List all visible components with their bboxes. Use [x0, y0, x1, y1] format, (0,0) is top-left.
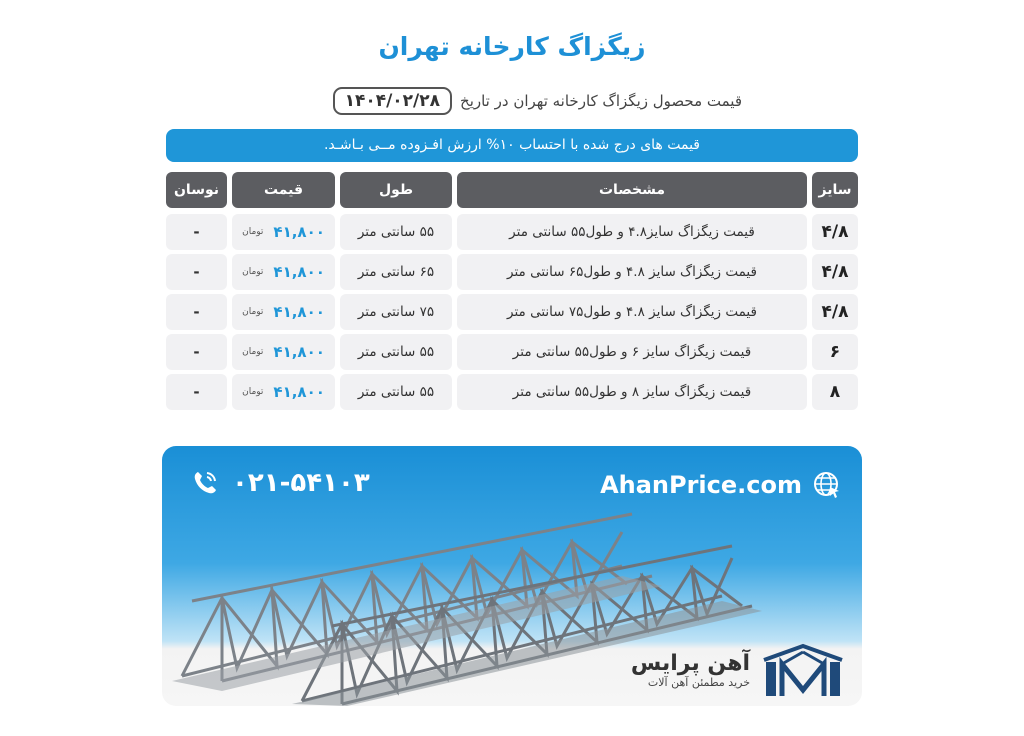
- header-price: قیمت: [232, 172, 335, 208]
- price-unit: تومان: [242, 387, 264, 397]
- price-unit: تومان: [242, 227, 264, 237]
- header-spec: مشخصات: [457, 172, 807, 208]
- length-value: ۵۵ سانتی متر: [357, 344, 435, 360]
- fluctuation-value: -: [193, 223, 200, 241]
- row-price: [232, 294, 335, 330]
- logo-name: آهن پرایس: [630, 651, 750, 676]
- row-spec: [457, 254, 807, 290]
- row-fluctuation: [166, 334, 227, 370]
- size-value: ۴/۸: [821, 262, 849, 282]
- row-spec: [457, 334, 807, 370]
- date-badge: ۱۴۰۴/۰۲/۲۸: [333, 87, 452, 115]
- promo-banner: [162, 446, 862, 706]
- spec-value: قیمت زیگزاگ سایز ۸ و طول۵۵ سانتی متر: [512, 384, 752, 400]
- size-value: ۶: [829, 342, 841, 362]
- fluctuation-value: -: [193, 303, 200, 321]
- fluctuation-value: -: [193, 383, 200, 401]
- row-length: [340, 254, 452, 290]
- length-value: ۵۵ سانتی متر: [357, 384, 435, 400]
- logo-icon: [760, 642, 846, 698]
- logo-tagline: خرید مطمئن آهن آلات: [647, 676, 750, 689]
- header-size: سایز: [812, 172, 858, 208]
- fluctuation-value: -: [193, 263, 200, 281]
- row-size: [812, 294, 858, 330]
- website-link[interactable]: [600, 470, 842, 500]
- spec-value: قیمت زیگزاگ سایز ۴.۸ و طول۷۵ سانتی متر: [507, 304, 757, 320]
- price-value: ۴۱,۸۰۰: [273, 263, 325, 281]
- vat-note: قیمت های درج شده با احتساب ۱۰% ارزش افـزوده مــی بـاشـد.: [166, 129, 858, 162]
- subtitle: قیمت محصول زیگزاگ کارخانه تهران در تاریخ: [460, 92, 742, 110]
- spec-value: قیمت زیگزاگ سایز۴.۸ و طول۵۵ سانتی متر: [509, 224, 755, 240]
- phone-icon: [190, 468, 220, 498]
- row-length: [340, 334, 452, 370]
- globe-icon: [812, 470, 842, 500]
- row-spec: [457, 214, 807, 250]
- price-unit: تومان: [242, 267, 264, 277]
- row-fluctuation: [166, 214, 227, 250]
- spec-value: قیمت زیگزاگ سایز ۴.۸ و طول۶۵ سانتی متر: [507, 264, 757, 280]
- row-price: [232, 254, 335, 290]
- row-price: [232, 214, 335, 250]
- website-text: AhanPrice.com: [600, 471, 802, 499]
- price-unit: تومان: [242, 347, 264, 357]
- subtitle-row: [286, 86, 742, 116]
- row-size: [812, 374, 858, 410]
- spec-value: قیمت زیگزاگ سایز ۶ و طول۵۵ سانتی متر: [512, 344, 752, 360]
- row-size: [812, 334, 858, 370]
- header-fluctuation: نوسان: [166, 172, 227, 208]
- row-price: [232, 334, 335, 370]
- size-value: ۴/۸: [821, 302, 849, 322]
- row-price: [232, 374, 335, 410]
- size-value: ۴/۸: [821, 222, 849, 242]
- brand-logo: [631, 642, 846, 698]
- length-value: ۶۵ سانتی متر: [357, 264, 435, 280]
- price-unit: تومان: [242, 307, 264, 317]
- row-fluctuation: [166, 254, 227, 290]
- length-value: ۷۵ سانتی متر: [357, 304, 435, 320]
- row-fluctuation: [166, 294, 227, 330]
- fluctuation-value: -: [193, 343, 200, 361]
- price-value: ۴۱,۸۰۰: [273, 303, 325, 321]
- length-value: ۵۵ سانتی متر: [357, 224, 435, 240]
- phone-contact[interactable]: [190, 468, 370, 498]
- row-spec: [457, 294, 807, 330]
- row-size: [812, 214, 858, 250]
- price-value: ۴۱,۸۰۰: [273, 223, 325, 241]
- price-value: ۴۱,۸۰۰: [273, 383, 325, 401]
- phone-number: ۰۲۱-۵۴۱۰۳: [232, 468, 370, 498]
- size-value: ۸: [829, 382, 841, 402]
- row-spec: [457, 374, 807, 410]
- price-value: ۴۱,۸۰۰: [273, 343, 325, 361]
- row-size: [812, 254, 858, 290]
- row-length: [340, 374, 452, 410]
- logo-text: [631, 651, 750, 689]
- page-title: زیگزاگ کارخانه تهران: [378, 32, 646, 61]
- row-length: [340, 214, 452, 250]
- row-length: [340, 294, 452, 330]
- row-fluctuation: [166, 374, 227, 410]
- header-length: طول: [340, 172, 452, 208]
